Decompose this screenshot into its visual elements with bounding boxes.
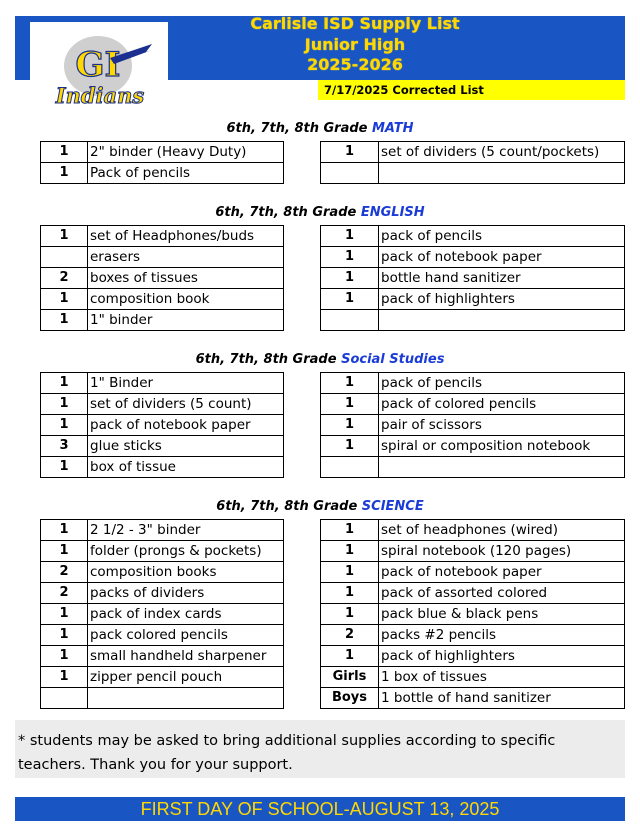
qty-cell: 2	[41, 562, 88, 583]
item-cell: small handheld sharpener	[88, 646, 284, 667]
table-row	[321, 667, 625, 688]
item-cell: folder (prongs & pockets)	[88, 541, 284, 562]
qty-cell: 1	[321, 268, 379, 289]
qty-cell: Girls	[321, 667, 379, 688]
qty-cell: 1	[321, 415, 379, 436]
table-row	[41, 415, 284, 436]
item-cell: pair of scissors	[379, 415, 625, 436]
science-right-table	[320, 519, 625, 709]
qty-cell	[321, 457, 379, 478]
section-title-social-studies	[0, 352, 640, 367]
table-row	[321, 604, 625, 625]
qty-cell: 1	[41, 541, 88, 562]
item-cell: pack of colored pencils	[379, 394, 625, 415]
section-prefix: 6th, 7th, 8th Grade	[226, 121, 368, 136]
item-cell: pack of notebook paper	[88, 415, 284, 436]
qty-cell: 1	[321, 142, 379, 163]
qty-cell: 1	[41, 604, 88, 625]
item-cell	[379, 457, 625, 478]
item-cell: boxes of tissues	[88, 268, 284, 289]
table-row	[41, 289, 284, 310]
table-row	[321, 541, 625, 562]
qty-cell	[321, 310, 379, 331]
item-cell: packs #2 pencils	[379, 625, 625, 646]
item-cell: bottle hand sanitizer	[379, 268, 625, 289]
section-subject: ENGLISH	[360, 205, 425, 220]
table-row	[41, 373, 284, 394]
qty-cell: 1	[41, 373, 88, 394]
table-row	[321, 562, 625, 583]
table-row	[321, 310, 625, 331]
table-row	[41, 457, 284, 478]
item-cell: set of headphones (wired)	[379, 520, 625, 541]
table-row	[321, 520, 625, 541]
qty-cell: 1	[41, 415, 88, 436]
qty-cell: 1	[321, 226, 379, 247]
item-cell: packs of dividers	[88, 583, 284, 604]
header-year: 2025-2026	[307, 55, 403, 74]
social-studies-right-table	[320, 372, 625, 478]
qty-cell: 1	[41, 163, 88, 184]
english-right-table	[320, 225, 625, 331]
item-cell: 1 box of tissues	[379, 667, 625, 688]
section-prefix: 6th, 7th, 8th Grade	[215, 205, 357, 220]
item-cell: pack of highlighters	[379, 289, 625, 310]
table-row	[41, 268, 284, 289]
qty-cell	[321, 163, 379, 184]
item-cell: pack of assorted colored	[379, 583, 625, 604]
table-row	[321, 457, 625, 478]
item-cell: composition books	[88, 562, 284, 583]
table-row	[41, 667, 284, 688]
item-cell: glue sticks	[88, 436, 284, 457]
qty-cell: 1	[41, 457, 88, 478]
qty-cell: 1	[321, 562, 379, 583]
qty-cell	[41, 247, 88, 268]
qty-cell: 2	[321, 625, 379, 646]
section-prefix: 6th, 7th, 8th Grade	[216, 499, 358, 514]
item-cell: pack of notebook paper	[379, 562, 625, 583]
table-row	[321, 688, 625, 709]
table-row	[41, 646, 284, 667]
table-row	[321, 646, 625, 667]
table-row	[41, 163, 284, 184]
item-cell: spiral or composition notebook	[379, 436, 625, 457]
item-cell: pack colored pencils	[88, 625, 284, 646]
qty-cell: 1	[321, 646, 379, 667]
qty-cell: 1	[321, 541, 379, 562]
qty-cell: 1	[321, 604, 379, 625]
table-row	[41, 625, 284, 646]
section-subject: SCIENCE	[361, 499, 424, 514]
item-cell	[379, 163, 625, 184]
item-cell: set of dividers (5 count/pockets)	[379, 142, 625, 163]
qty-cell: Boys	[321, 688, 379, 709]
table-row	[41, 562, 284, 583]
item-cell: box of tissue	[88, 457, 284, 478]
item-cell: 2 1/2 - 3" binder	[88, 520, 284, 541]
item-cell	[88, 688, 284, 709]
qty-cell: 1	[41, 625, 88, 646]
item-cell: 2" binder (Heavy Duty)	[88, 142, 284, 163]
qty-cell: 1	[321, 247, 379, 268]
table-row	[41, 541, 284, 562]
item-cell	[379, 310, 625, 331]
table-row	[321, 142, 625, 163]
section-prefix: 6th, 7th, 8th Grade	[195, 352, 337, 367]
qty-cell: 1	[41, 289, 88, 310]
math-right-table	[320, 141, 625, 184]
table-row	[321, 583, 625, 604]
qty-cell: 1	[41, 142, 88, 163]
qty-cell: 1	[321, 436, 379, 457]
math-left-table	[40, 141, 284, 184]
qty-cell: 1	[41, 226, 88, 247]
item-cell: zipper pencil pouch	[88, 667, 284, 688]
table-row	[41, 688, 284, 709]
qty-cell: 1	[321, 373, 379, 394]
english-left-table	[40, 225, 284, 331]
item-cell: pack of pencils	[379, 226, 625, 247]
table-row	[321, 436, 625, 457]
corrected-date-label: 7/17/2025 Corrected List	[318, 80, 625, 100]
table-row	[321, 394, 625, 415]
table-row	[321, 373, 625, 394]
table-row	[321, 268, 625, 289]
section-subject: MATH	[372, 121, 414, 136]
qty-cell: 1	[41, 310, 88, 331]
section-title-english	[0, 205, 640, 220]
item-cell: Pack of pencils	[88, 163, 284, 184]
item-cell: pack of pencils	[379, 373, 625, 394]
table-row	[321, 625, 625, 646]
item-cell: composition book	[88, 289, 284, 310]
table-row	[41, 310, 284, 331]
qty-cell: 1	[41, 394, 88, 415]
first-day-banner: FIRST DAY OF SCHOOL-AUGUST 13, 2025	[15, 797, 625, 821]
section-title-math	[0, 121, 640, 136]
table-row	[41, 142, 284, 163]
qty-cell: 1	[41, 646, 88, 667]
item-cell: erasers	[88, 247, 284, 268]
item-cell: 1" binder	[88, 310, 284, 331]
table-row	[321, 289, 625, 310]
logo-letters: GI	[75, 45, 121, 85]
item-cell: pack blue & black pens	[379, 604, 625, 625]
qty-cell: 1	[41, 667, 88, 688]
table-row	[41, 394, 284, 415]
item-cell: 1" Binder	[88, 373, 284, 394]
social-studies-left-table	[40, 372, 284, 478]
qty-cell	[41, 688, 88, 709]
table-row	[41, 520, 284, 541]
item-cell: pack of notebook paper	[379, 247, 625, 268]
table-row	[321, 163, 625, 184]
item-cell: 1 bottle of hand sanitizer	[379, 688, 625, 709]
item-cell: pack of index cards	[88, 604, 284, 625]
header-title: Carlisle ISD Supply List	[250, 14, 460, 33]
table-row	[41, 604, 284, 625]
section-subject: Social Studies	[341, 352, 445, 367]
qty-cell: 2	[41, 268, 88, 289]
science-left-table	[40, 519, 284, 709]
logo-text: Indians	[55, 83, 145, 108]
item-cell: set of dividers (5 count)	[88, 394, 284, 415]
support-note: * students may be asked to bring additional supplies according to specific teachers. Thank you for your support.	[15, 720, 625, 778]
qty-cell: 1	[321, 394, 379, 415]
table-row	[321, 226, 625, 247]
qty-cell: 1	[321, 520, 379, 541]
table-row	[321, 247, 625, 268]
table-row	[41, 247, 284, 268]
table-row	[321, 415, 625, 436]
qty-cell: 2	[41, 583, 88, 604]
qty-cell: 1	[321, 289, 379, 310]
table-row	[41, 226, 284, 247]
item-cell: set of Headphones/buds	[88, 226, 284, 247]
qty-cell: 3	[41, 436, 88, 457]
school-logo	[48, 32, 154, 108]
item-cell: spiral notebook (120 pages)	[379, 541, 625, 562]
table-row	[41, 583, 284, 604]
table-row	[41, 436, 284, 457]
section-title-science	[0, 499, 640, 514]
qty-cell: 1	[41, 520, 88, 541]
item-cell: pack of highlighters	[379, 646, 625, 667]
header-subtitle: Junior High	[304, 35, 406, 54]
qty-cell: 1	[321, 583, 379, 604]
